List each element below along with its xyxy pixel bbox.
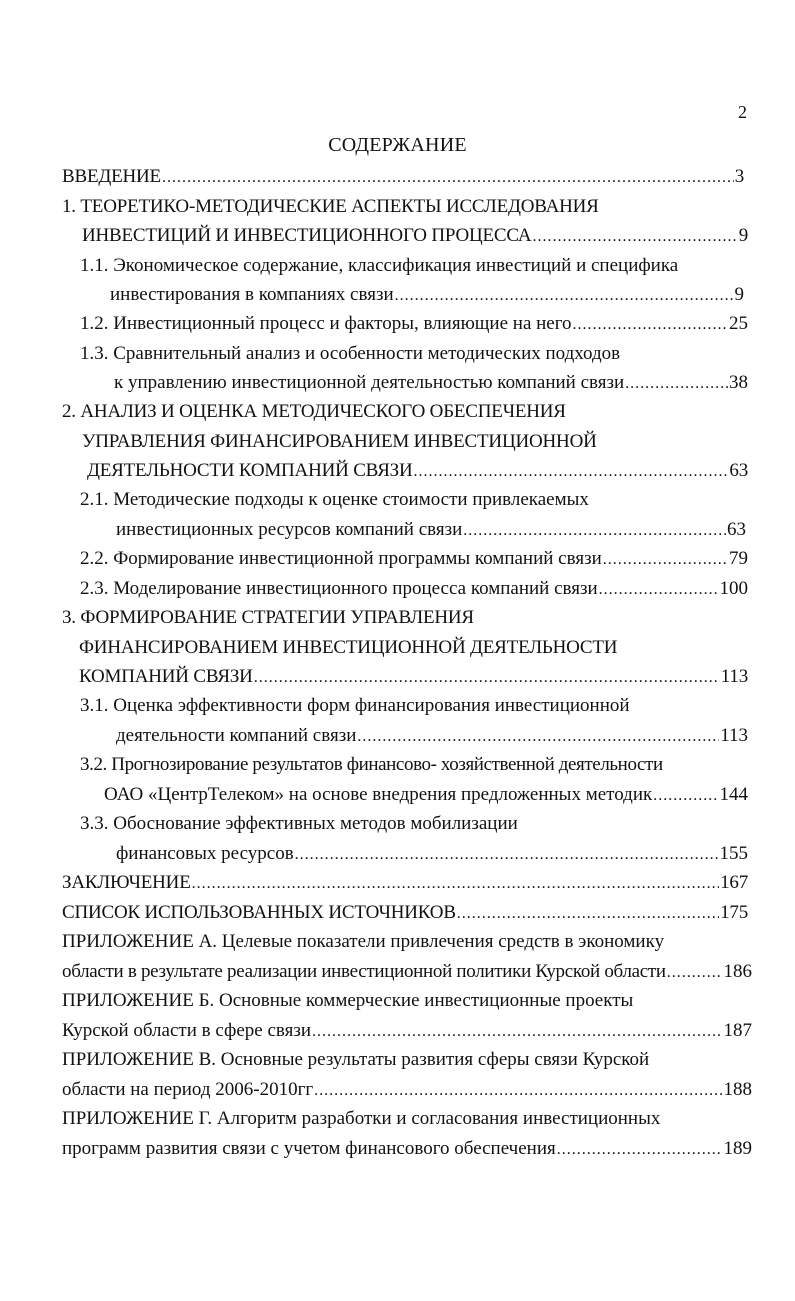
toc-appendix-a: ПРИЛОЖЕНИЕ А. Целевые показатели привлечения средств в экономику	[62, 931, 665, 952]
toc-appendix-v-cont: области на период 2006-2010гг ..... 188	[62, 1076, 752, 1104]
toc-chapter-1-title: 1. ТЕОРЕТИКО-МЕТОДИЧЕСКИЕ АСПЕКТЫ ИССЛЕДОВАНИЯ	[62, 196, 599, 217]
toc-section-3-2-cont: ОАО «ЦентрТелеком» на основе внедрения предложенных методик ..... 144	[104, 781, 748, 809]
toc-chapter-2-title: 2. АНАЛИЗ И ОЦЕНКА МЕТОДИЧЕСКОГО ОБЕСПЕЧЕНИЯ	[62, 401, 566, 422]
toc-chapter-2-title-cont-2: ДЕЯТЕЛЬНОСТИ КОМПАНИЙ СВЯЗИ ..... 63	[87, 457, 748, 485]
toc-section-3-1: 3.1. Оценка эффективности форм финансирования инвестиционной	[80, 695, 630, 716]
toc-appendix-v: ПРИЛОЖЕНИЕ В. Основные результаты развития сферы связи Курской	[62, 1049, 650, 1070]
toc-appendix-b-cont: Курской области в сфере связи ..... 187	[62, 1017, 752, 1045]
toc-section-2-1-cont: инвестиционных ресурсов компаний связи ..... 63	[116, 516, 746, 544]
toc-section-1-1: 1.1. Экономическое содержание, классификация инвестиций и специфика	[80, 255, 679, 276]
toc-section-2-2: 2.2. Формирование инвестиционной программы компаний связи ..... 79	[80, 545, 748, 573]
toc-section-3-1-cont: деятельности компаний связи ..... 113	[116, 722, 748, 750]
toc-entry-introduction: ВВЕДЕНИЕ ..... 3	[62, 163, 744, 191]
toc-section-3-3-cont: финансовых ресурсов ..... 155	[116, 840, 748, 868]
toc-chapter-2-title-cont: УПРАВЛЕНИЯ ФИНАНСИРОВАНИЕМ ИНВЕСТИЦИОННОЙ	[82, 431, 597, 452]
toc-appendix-b: ПРИЛОЖЕНИЕ Б. Основные коммерческие инвестиционные проекты	[62, 990, 634, 1011]
toc-appendix-a-cont: области в результате реализации инвестиционной политики Курской области ..... 186	[62, 958, 752, 986]
toc-chapter-1-title-cont: ИНВЕСТИЦИЙ И ИНВЕСТИЦИОННОГО ПРОЦЕССА ..... 9	[82, 222, 748, 250]
page-title: СОДЕРЖАНИЕ	[328, 134, 467, 156]
toc-section-3-2: 3.2. Прогнозирование результатов финансово- хозяйственной деятельности	[80, 754, 663, 775]
toc-section-1-3-cont: к управлению инвестиционной деятельностью компаний связи ..... 38	[114, 369, 748, 397]
toc-section-1-2: 1.2. Инвестиционный процесс и факторы, влияющие на него ..... 25	[80, 310, 748, 338]
toc-chapter-3-title-cont: ФИНАНСИРОВАНИЕМ ИНВЕСТИЦИОННОЙ ДЕЯТЕЛЬНОСТИ	[79, 637, 618, 658]
toc-section-2-3: 2.3. Моделирование инвестиционного процесса компаний связи ..... 100	[80, 575, 748, 603]
toc-entry-conclusion: ЗАКЛЮЧЕНИЕ ..... 167	[62, 869, 748, 897]
toc-chapter-3-title: 3. ФОРМИРОВАНИЕ СТРАТЕГИИ УПРАВЛЕНИЯ	[62, 607, 474, 628]
toc-entry-references: СПИСОК ИСПОЛЬЗОВАННЫХ ИСТОЧНИКОВ ..... 175	[62, 899, 748, 927]
toc-section-3-3: 3.3. Обоснование эффективных методов мобилизации	[80, 813, 518, 834]
page-number: 2	[738, 102, 747, 122]
toc-section-1-3: 1.3. Сравнительный анализ и особенности методических подходов	[80, 343, 621, 364]
toc-appendix-g-cont: программ развития связи с учетом финансового обеспечения ..... 189	[62, 1135, 752, 1163]
toc-section-2-1: 2.1. Методические подходы к оценке стоимости привлекаемых	[80, 489, 589, 510]
toc-chapter-3-title-cont-2: КОМПАНИЙ СВЯЗИ ..... 113	[79, 663, 748, 691]
toc-appendix-g: ПРИЛОЖЕНИЕ Г. Алгоритм разработки и согласования инвестиционных	[62, 1108, 661, 1129]
toc-section-1-1-cont: инвестирования в компаниях связи ..... 9	[110, 281, 744, 309]
